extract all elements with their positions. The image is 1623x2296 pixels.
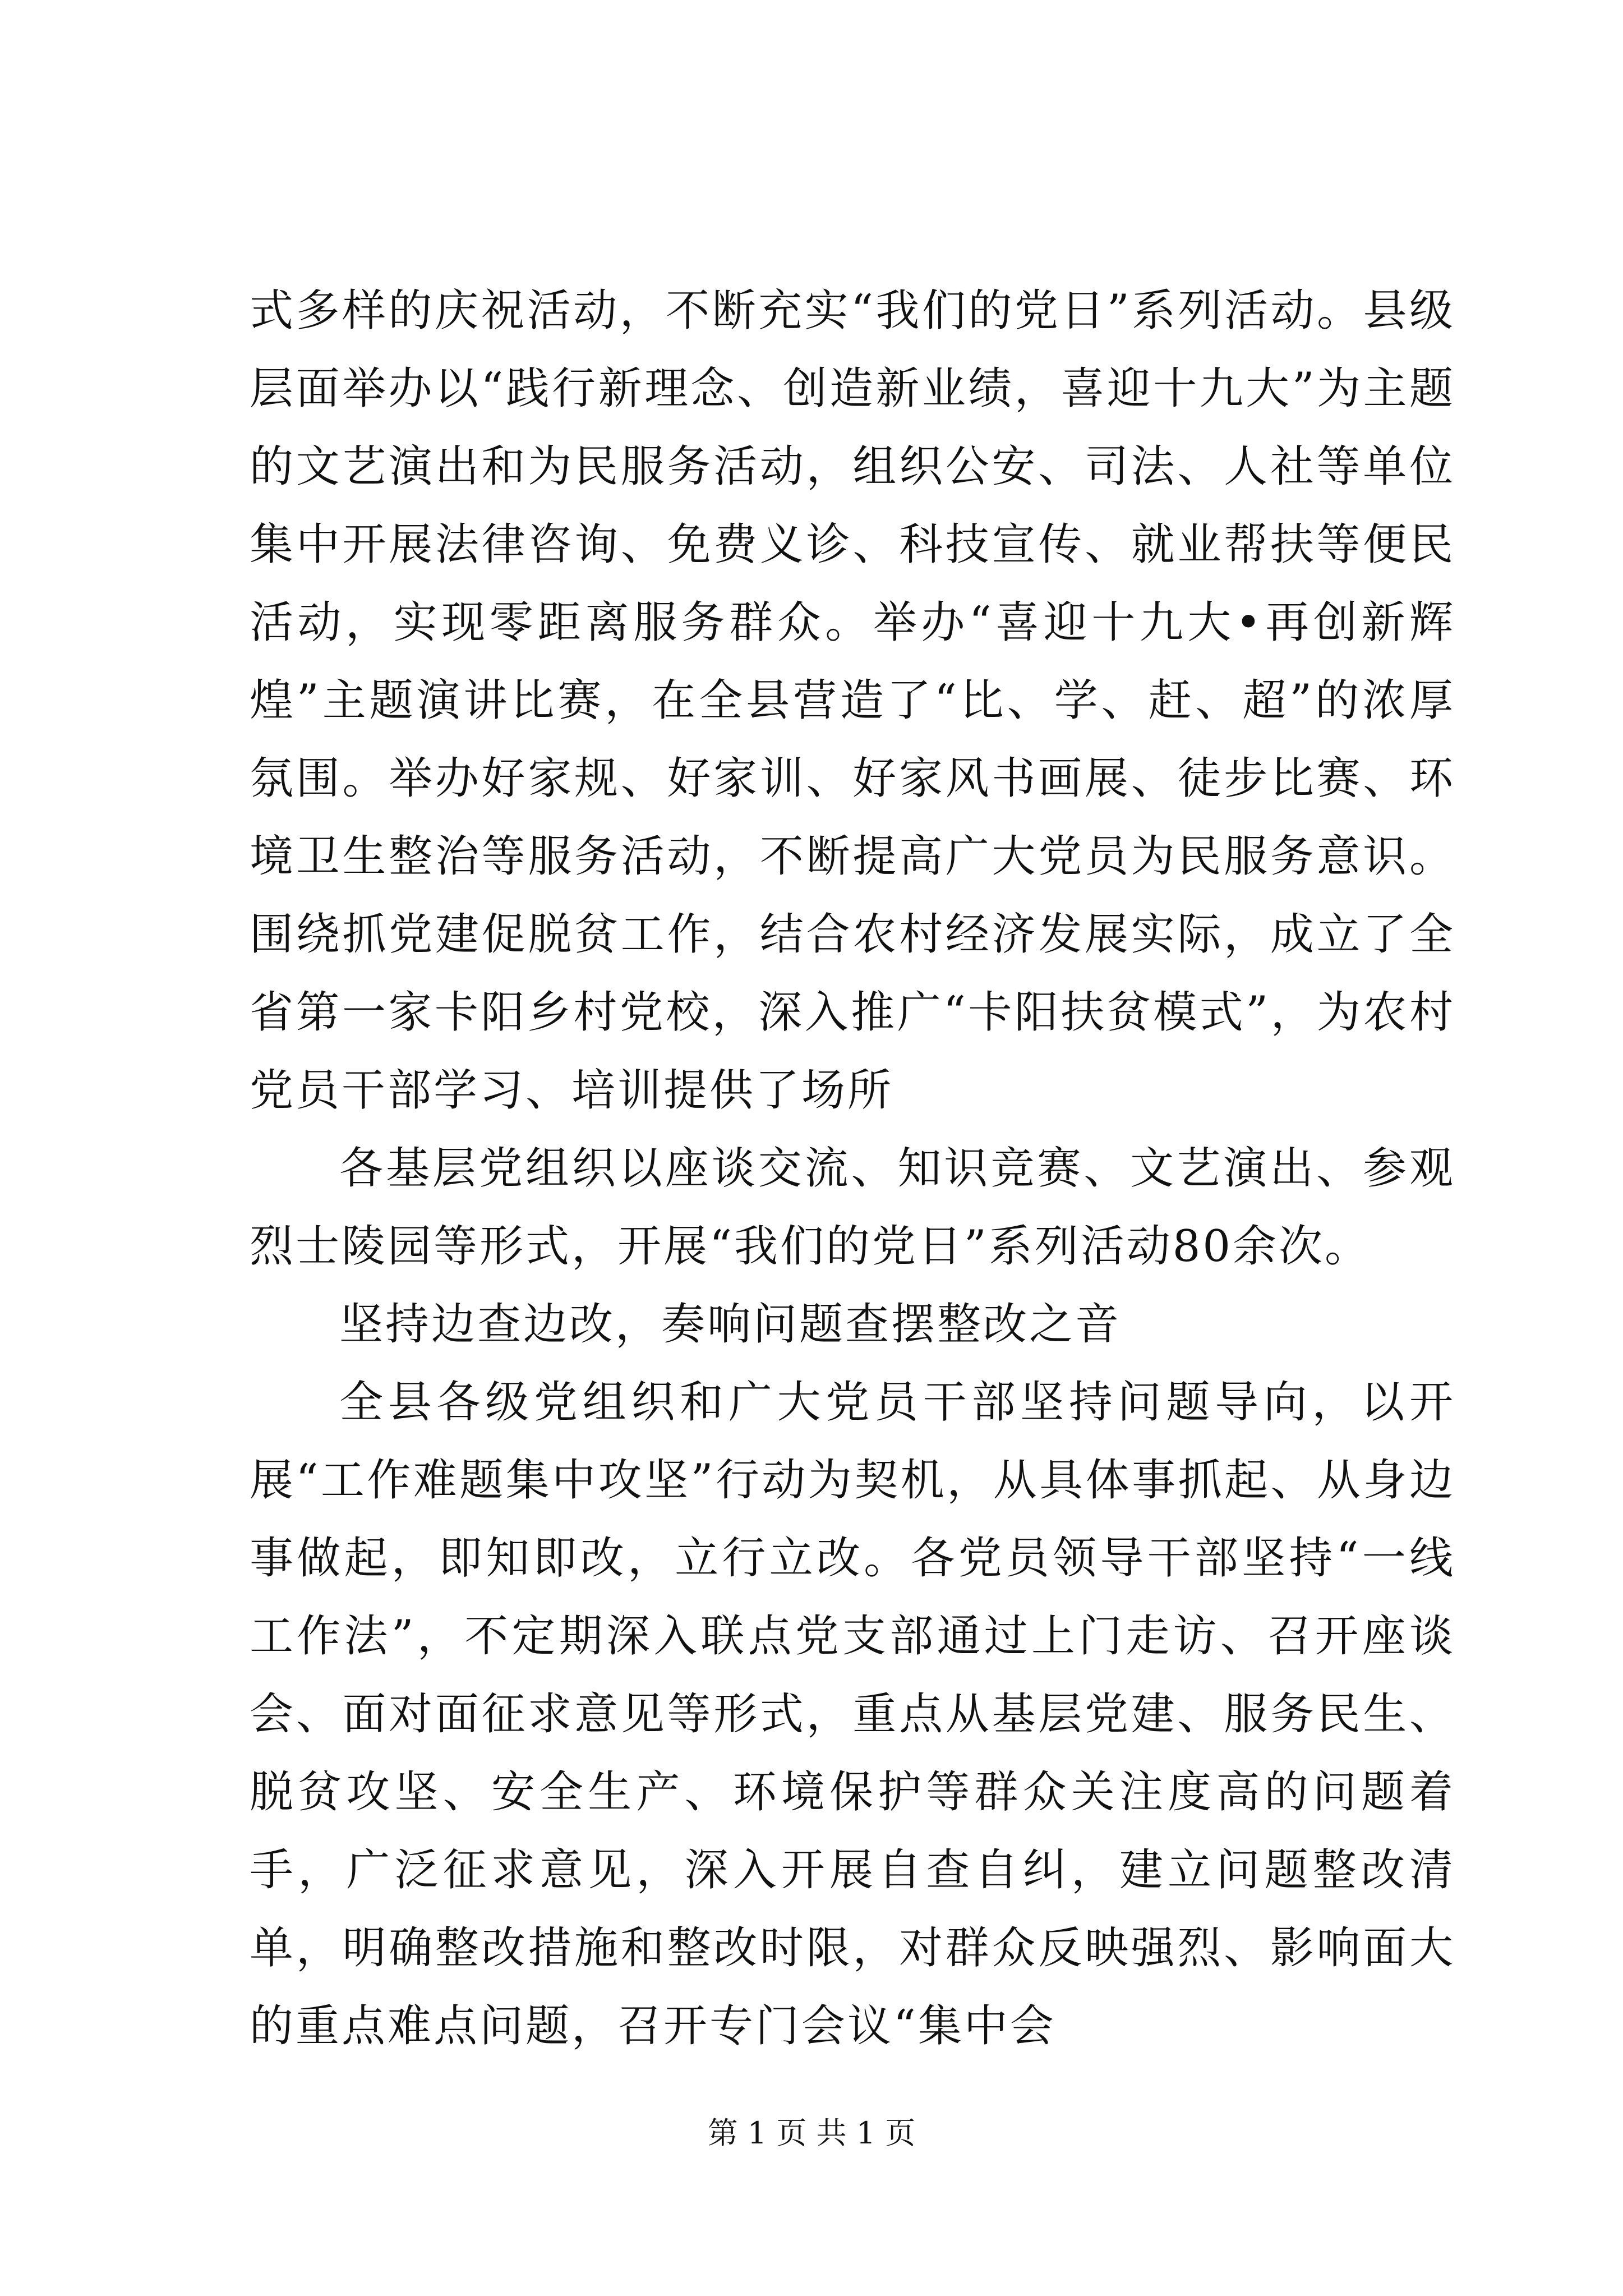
paragraph-continuation: 式多样的庆祝活动，不断充实“我们的党日”系列活动。县级层面举办以“践行新理念、创造新业绩，喜迎十九大”为主题的文艺演出和为民服务活动，组织公安、司法、人社等单位集中开展法律咨询、免费义诊、科技宣传、就业帮扶等便民活动，实现零距离服务群众。举办“喜迎十九大•再创新辉煌”主题演讲比赛，在全县营造了“比、学、赶、超”的浓厚氛围。举办好家规、好家训、好家风书画展、徒步比赛、环境卫生整治等服务活动，不断提高广大党员为民服务意识。围绕抓党建促脱贫工作，结合农村经济发展实际，成立了全省第一家卡阳乡村党校，深入推广“卡阳扶贫模式”，为农村党员干部学习、培训提供了场所 (250, 286, 1455, 1116)
page-number-footer: 第 1 页 共 1 页 (707, 2115, 916, 2151)
section-heading-rectification: 坚持边查边改，奏响问题查摆整改之音 (339, 1299, 1122, 1350)
paragraph-problem-rectification: 全县各级党组织和广大党员干部坚持问题导向，以开展“工作难题集中攻坚”行动为契机，从具体事抓起、从身边事做起，即知即改，立行立改。各党员领导干部坚持“一线工作法”，不定期深入联点党支部通过上门走访、召开座谈会、面对面征求意见等形式，重点从基层党建、服务民生、脱贫攻坚、安全生产、环境保护等群众关注度高的问题着手，广泛征求意见，深入开展自查自纠，建立问题整改清单，明确整改措施和整改时限，对群众反映强烈、影响面大的重点难点问题，召开专门会议“集中会 (250, 1377, 1455, 2051)
document-body (250, 272, 1455, 2065)
paragraph-party-day-activities: 各基层党组织以座谈交流、知识竞赛、文艺演出、参观烈士陵园等形式，开展“我们的党日”系列活动80余次。 (250, 1143, 1455, 1272)
